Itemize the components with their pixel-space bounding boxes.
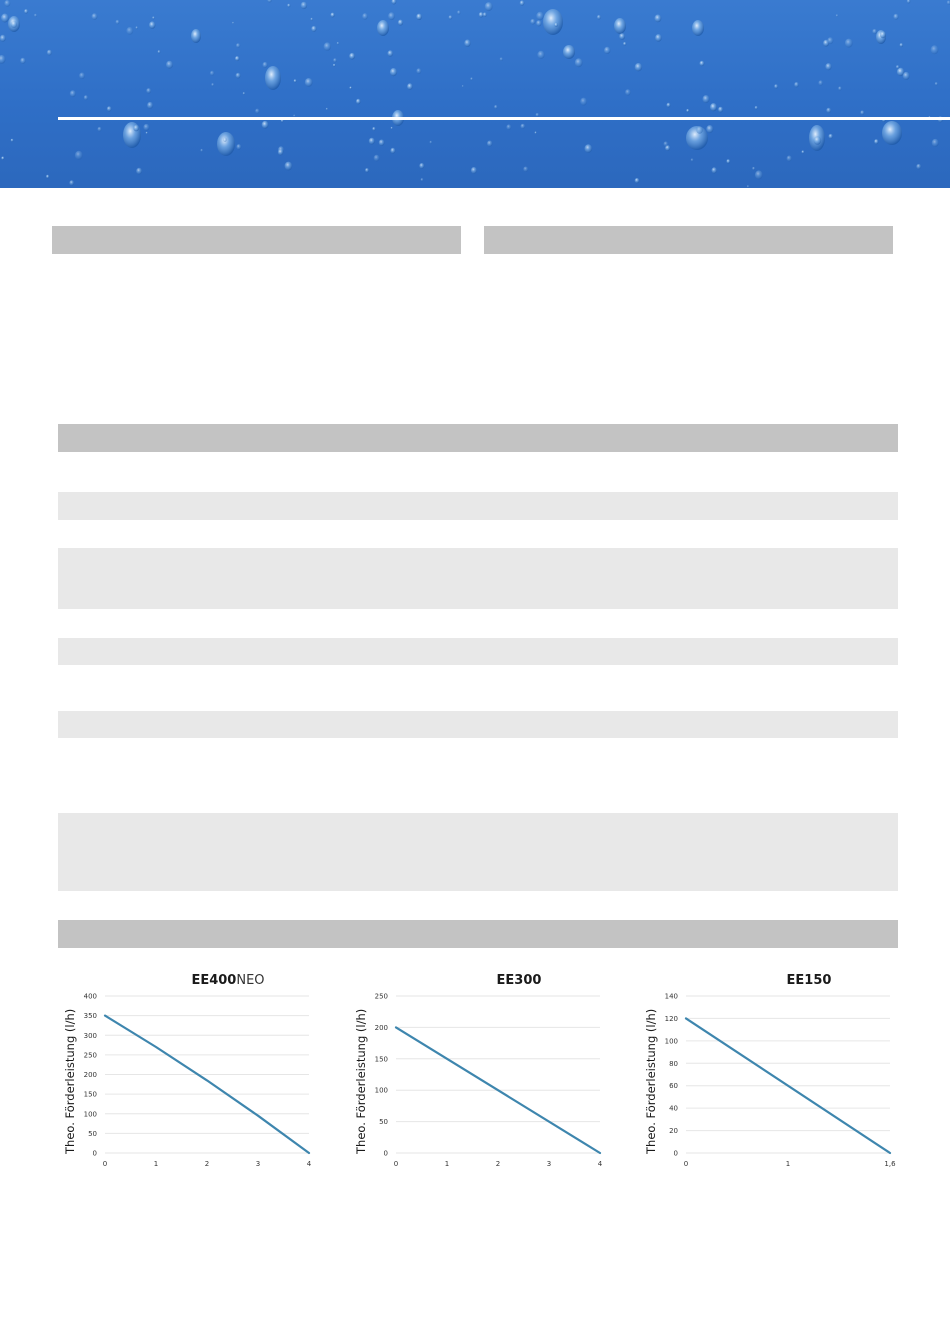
y-tick-label: 100 [374,1086,388,1095]
x-tick-label: 0 [393,1160,399,1168]
series-line [105,1016,309,1153]
y-tick-label: 0 [383,1149,388,1158]
y-tick-label: 140 [664,992,678,1001]
y-tick-label: 20 [669,1127,678,1136]
water-drops-background [0,0,950,188]
y-tick-label: 150 [83,1090,97,1099]
header-banner [0,0,950,188]
y-tick-label: 40 [669,1104,678,1113]
x-tick-label: 4 [306,1160,312,1168]
y-tick-label: 100 [664,1037,678,1046]
section-header-right [484,226,893,254]
x-tick-label: 0 [102,1160,108,1168]
y-tick-label: 100 [83,1110,97,1119]
chart-ee150 [639,965,919,1175]
y-tick-label: 150 [374,1055,388,1064]
y-tick-label: 200 [83,1071,97,1079]
x-tick-label: 1 [444,1160,450,1168]
y-tick-label: 250 [374,992,388,1001]
y-tick-label: 350 [83,1012,97,1021]
chart-plot [639,965,919,1175]
chart-title: EE400NEO [191,973,265,988]
x-tick-label: 1,6 [884,1160,896,1168]
y-tick-label: 400 [83,992,97,1001]
chart-title: EE300 [496,973,542,988]
table-row [58,492,898,520]
charts-header-bar [58,920,898,948]
y-tick-label: 60 [669,1082,678,1091]
x-tick-label: 0 [683,1160,689,1168]
chart-y-axis-label: Theo. Förderleistung (l/h) [644,1008,658,1154]
x-tick-label: 4 [597,1160,603,1168]
chart-title: EE150 [786,973,832,988]
chart-plot [349,965,629,1175]
table-row [58,638,898,665]
y-tick-label: 120 [664,1014,678,1023]
y-tick-label: 200 [374,1023,388,1032]
chart-y-axis-label: Theo. Förderleistung (l/h) [63,1008,77,1154]
chart-plot [58,965,338,1175]
x-tick-label: 1 [153,1160,159,1168]
y-tick-label: 300 [83,1031,97,1040]
section-header-left [52,226,461,254]
y-tick-label: 80 [669,1059,678,1068]
x-tick-label: 2 [204,1160,210,1168]
chart-y-axis-label: Theo. Förderleistung (l/h) [354,1008,368,1154]
y-tick-label: 0 [92,1149,97,1158]
y-tick-label: 0 [673,1149,678,1158]
table-row [58,548,898,609]
x-tick-label: 3 [255,1160,261,1168]
chart-ee400neo [58,965,338,1175]
chart-ee300 [349,965,629,1175]
table-row [58,813,898,891]
x-tick-label: 1 [785,1160,791,1168]
y-tick-label: 50 [88,1129,97,1138]
banner-divider-line [58,117,950,120]
y-tick-label: 50 [379,1118,388,1127]
x-tick-label: 2 [495,1160,501,1168]
table-row [58,711,898,738]
table-header-bar [58,424,898,452]
x-tick-label: 3 [546,1160,552,1168]
y-tick-label: 250 [83,1051,97,1060]
